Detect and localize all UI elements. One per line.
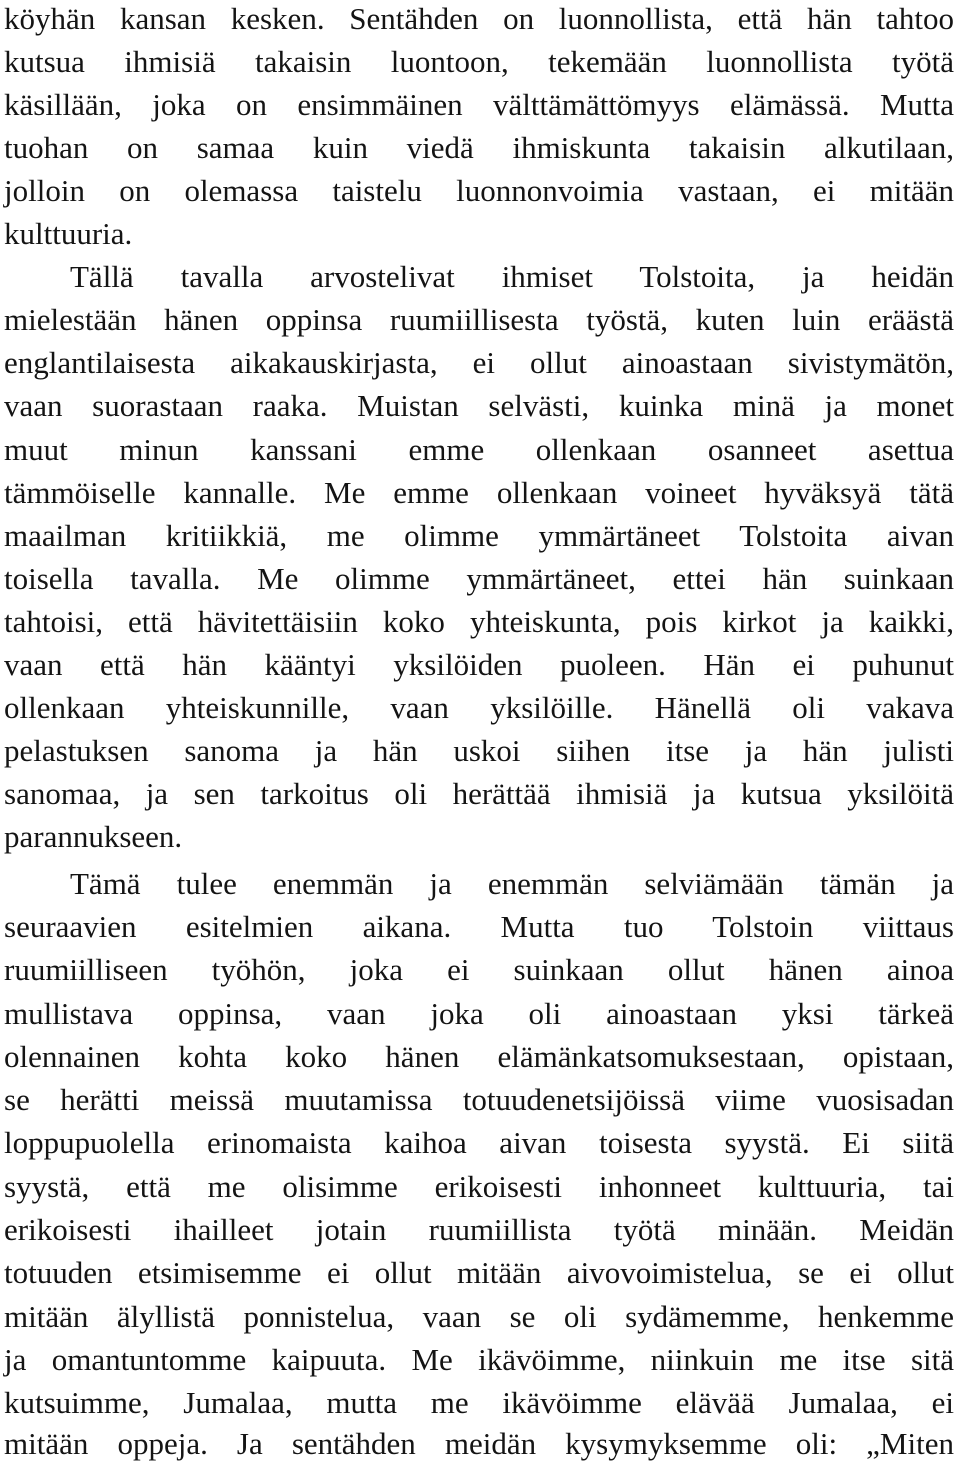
text-line: tämmöiselle kannalle. Me emme ollenkaan voineet hyväksyä tätä [4,475,954,510]
text-line: parannukseen. [4,819,183,854]
text-line: erikoisesti ihailleet jotain ruumiillista työtä minään. Meidän [4,1212,954,1247]
text-line: kutsuimme, Jumalaa, mutta me ikävöimme elävää Jumalaa, ei [4,1385,954,1420]
text-line: ja omantuntomme kaipuuta. Me ikävöimme, niinkuin me itse sitä [4,1342,954,1377]
text-line: se herätti meissä muutamissa totuudenetsijöissä viime vuosisadan [4,1082,954,1117]
text-line: ruumiilliseen työhön, joka ei suinkaan ollut hänen ainoa [4,952,954,987]
text-line: mitään älyllistä ponnistelua, vaan se oli sydämemme, henkemme [4,1299,954,1334]
text-line: Tällä tavalla arvostelivat ihmiset Tolstoita, ja heidän [70,259,954,294]
text-line: seuraavien esitelmien aikana. Mutta tuo Tolstoin viittaus [4,909,954,944]
text-line: käsillään, joka on ensimmäinen välttämättömyys elämässä. Mutta [4,87,954,122]
text-line: syystä, että me olisimme erikoisesti inhonneet kulttuuria, tai [4,1169,954,1204]
text-line: tahtoisi, että hävitettäisiin koko yhteiskunta, pois kirkot ja kaikki, [4,604,954,639]
text-line: totuuden etsimisemme ei ollut mitään aivovoimistelua, se ei ollut [4,1255,954,1290]
text-line: tuohan on samaa kuin viedä ihmiskunta takaisin alkutilaan, [4,130,954,165]
text-line: mitään oppeja. Ja sentähden meidän kysymyksemme oli: „Miten [4,1426,954,1461]
text-line: kutsua ihmisiä takaisin luontoon, tekemään luonnollista työtä [4,44,954,79]
text-line: köyhän kansan kesken. Sentähden on luonnollista, että hän tahtoo [4,1,954,36]
text-line: pelastuksen sanoma ja hän uskoi siihen itse ja hän julisti [4,733,954,768]
text-line: Tämä tulee enemmän ja enemmän selviämään tämän ja [70,866,954,901]
text-line: kulttuuria. [4,216,133,251]
text-line: mullistava oppinsa, vaan joka oli ainoastaan yksi tärkeä [4,996,954,1031]
text-line: loppupuolella erinomaista kaihoa aivan toisesta syystä. Ei siitä [4,1125,954,1160]
text-line: mielestään hänen oppinsa ruumiillisesta työstä, kuten luin eräästä [4,302,954,337]
text-line: sanomaa, ja sen tarkoitus oli herättää ihmisiä ja kutsua yksilöitä [4,776,954,811]
text-line: vaan että hän kääntyi yksilöiden puoleen. Hän ei puhunut [4,647,954,682]
text-line: toisella tavalla. Me olimme ymmärtäneet, ettei hän suinkaan [4,561,954,596]
text-line: maailman kritiikkiä, me olimme ymmärtäneet Tolstoita aivan [4,518,954,553]
text-line: jolloin on olemassa taistelu luonnonvoimia vastaan, ei mitään [4,173,954,208]
text-line: muut minun kanssani emme ollenkaan osanneet asettua [4,432,954,467]
text-line: vaan suorastaan raaka. Muistan selvästi, kuinka minä ja monet [4,388,954,423]
text-line: ollenkaan yhteiskunnille, vaan yksilöille. Hänellä oli vakava [4,690,954,725]
text-line: englantilaisesta aikakauskirjasta, ei ollut ainoastaan sivistymätön, [4,345,954,380]
text-line: olennainen kohta koko hänen elämänkatsomuksestaan, opistaan, [4,1039,954,1074]
